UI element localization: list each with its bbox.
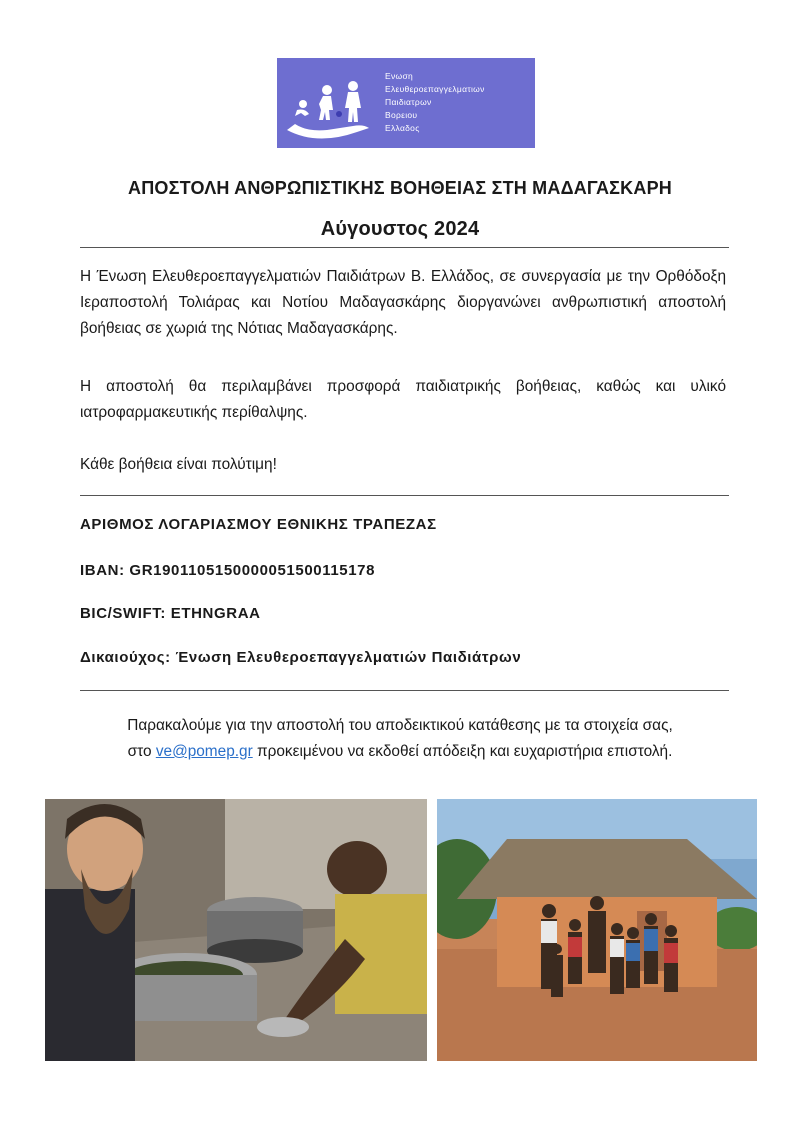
association-logo — [277, 58, 535, 148]
village-photo — [437, 799, 757, 1061]
appeal-paragraph: Κάθε βοήθεια είναι πολύτιμη! — [80, 456, 277, 473]
page-title: ΑΠΟΣΤΟΛΗ ΑΝΘΡΩΠΙΣΤΙΚΗΣ ΒΟΗΘΕΙΑΣ ΣΤΗ ΜΑΔΑΓΑΣΚΑΡΗ — [128, 178, 672, 198]
note-line-2 — [0, 739, 800, 765]
divider — [80, 690, 729, 691]
page-subtitle: Αύγουστος 2024 — [320, 218, 480, 240]
bank-heading: ΑΡΙΘΜΟΣ ΛΟΓΑΡΙΑΣΜΟΥ ΕΘΝΙΚΗΣ ΤΡΑΠΕΖΑΣ — [80, 516, 437, 533]
logo-line: Ενωση — [385, 71, 414, 81]
beneficiary-text: Δικαιούχος: Ένωση Ελευθεροεπαγγελματιών Παιδιάτρων — [80, 649, 522, 666]
iban-text: IBAN: GR1901105150000051500115178 — [80, 562, 376, 579]
divider — [80, 247, 729, 248]
note-suffix: προκειμένου να εκδοθεί απόδειξη και ευχαριστήρια επιστολή. — [252, 743, 673, 760]
logo-line: Ελευθεροεπαγγελματιων — [385, 84, 485, 94]
bic-text: BIC/SWIFT: ETHNGRAA — [80, 605, 261, 622]
logo-text — [385, 70, 485, 135]
note-prefix: στο — [127, 743, 156, 760]
logo-line: Ελλαδος — [385, 123, 420, 133]
intro-paragraph: Η Ένωση Ελευθεροεπαγγελματιών Παιδιάτρων Β. Ελλάδος, σε συνεργασία με την Ορθόδοξη Ιεραποστολή Τολιάρας και Νοτίου Μαδαγασκάρης διοργανώνει ανθρωπιστική αποστολή βοήθειας σε χωριά της Νότιας Μαδαγασκάρης. — [80, 268, 726, 337]
mission-paragraph: Η αποστολή θα περιλαμβάνει προσφορά παιδιατρικής βοήθειας, καθώς και υλικό ιατροφαρμακευτικής περίθαλψης. — [80, 378, 726, 421]
note-line-1: Παρακαλούμε για την αποστολή του αποδεικτικού κατάθεσης με τα στοιχεία σας, — [127, 717, 673, 734]
logo-line: Παιδιατρων — [385, 97, 432, 107]
logo-line: Βορειου — [385, 110, 418, 120]
cooking-photo — [45, 799, 427, 1061]
divider — [80, 495, 729, 496]
email-link[interactable]: ve@pomep.gr — [155, 743, 253, 760]
